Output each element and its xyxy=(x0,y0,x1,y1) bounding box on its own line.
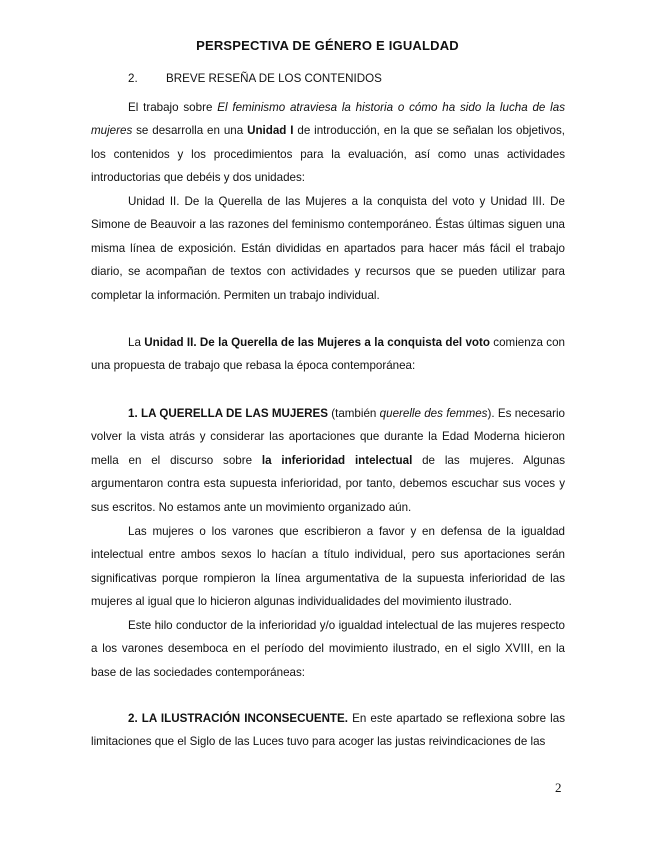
text-run: de introducción, en la que se señalan los objetivos, los contenidos y los procedimientos para la evaluación, así como unas actividades introductorias que debéis y dos unidades: xyxy=(91,124,566,185)
paragraph-querella xyxy=(91,402,565,519)
text-run: se desarrolla en una xyxy=(132,124,248,138)
unit-title: Unidad II. De la Querella de las Mujeres a la conquista del voto xyxy=(144,336,490,349)
text-run: ). Es necesario volver la vista atrás y considerar las aportaciones que durante la Edad Moderna hicieron mella en el discurso sobre xyxy=(91,407,565,467)
key-term: la inferioridad intelectual xyxy=(261,453,413,467)
text-run: comienza con una propuesta de trabajo que rebasa la época contemporánea: xyxy=(91,336,565,373)
paragraph-units: Unidad II. De la Querella de las Mujeres a la conquista del voto y Unidad III. De Simone de Beauvoir a las razones del feminismo contemporáneo. Éstas últimas siguen una misma línea de exposición. Están divididas en apartados para hacer más fácil el trabajo diario, se acompañan de textos con actividades y recursos que se pueden utilizar para completar la información. Permiten un trabajo individual. xyxy=(91,195,565,302)
section-label: BREVE RESEÑA DE LOS CONTENIDOS xyxy=(166,72,382,85)
section-number: 2. xyxy=(128,72,138,85)
work-title: El feminismo atraviesa la historia o cómo ha sido la lucha de las mujeres xyxy=(91,101,565,138)
paragraph-ilustracion xyxy=(91,707,565,754)
text-run: El trabajo sobre xyxy=(128,101,218,114)
text-run: En este apartado se reflexiona sobre las limitaciones que el Siglo de las Luces tuvo para acoger las justas reivindicaciones de las xyxy=(91,712,565,749)
foreign-term: querelle des femmes xyxy=(379,407,488,420)
text-run: (también xyxy=(327,407,380,420)
paragraph-intro xyxy=(91,96,565,190)
text-run: de las mujeres. Algunas argumentaron contra esta supuesta inferioridad, por tanto, debemos escuchar sus voces y sus escritos. No estamos ante un movimiento organizado aún. xyxy=(91,453,565,514)
paragraph-unit-two xyxy=(91,331,565,378)
paragraph-writers: Las mujeres o los varones que escribieron a favor y en defensa de la igualdad intelectual entre ambos sexos lo hacían a título individual, pero sus aportaciones serán significativas porque rompieron la línea argumentativa de la supuesta inferioridad de las mujeres al igual que lo hicieron algunas individualidades del movimiento ilustrado. xyxy=(91,525,565,609)
unit-label: Unidad I xyxy=(247,124,294,138)
page-number: 2 xyxy=(555,780,562,795)
subsection-title: 1. LA QUERELLA DE LAS MUJERES xyxy=(128,407,328,420)
paragraph-thread: Este hilo conductor de la inferioridad y/o igualdad intelectual de las mujeres respecto a los varones desemboca en el período del movimiento ilustrado, en el siglo XVIII, en la base de las sociedades contemporáneas: xyxy=(91,619,565,679)
page-title: PERSPECTIVA DE GÉNERO E IGUALDAD xyxy=(196,38,459,53)
section-heading xyxy=(128,72,382,85)
text-run: La xyxy=(128,336,145,349)
subsection-title: 2. LA ILUSTRACIÓN INCONSECUENTE. xyxy=(128,712,348,725)
